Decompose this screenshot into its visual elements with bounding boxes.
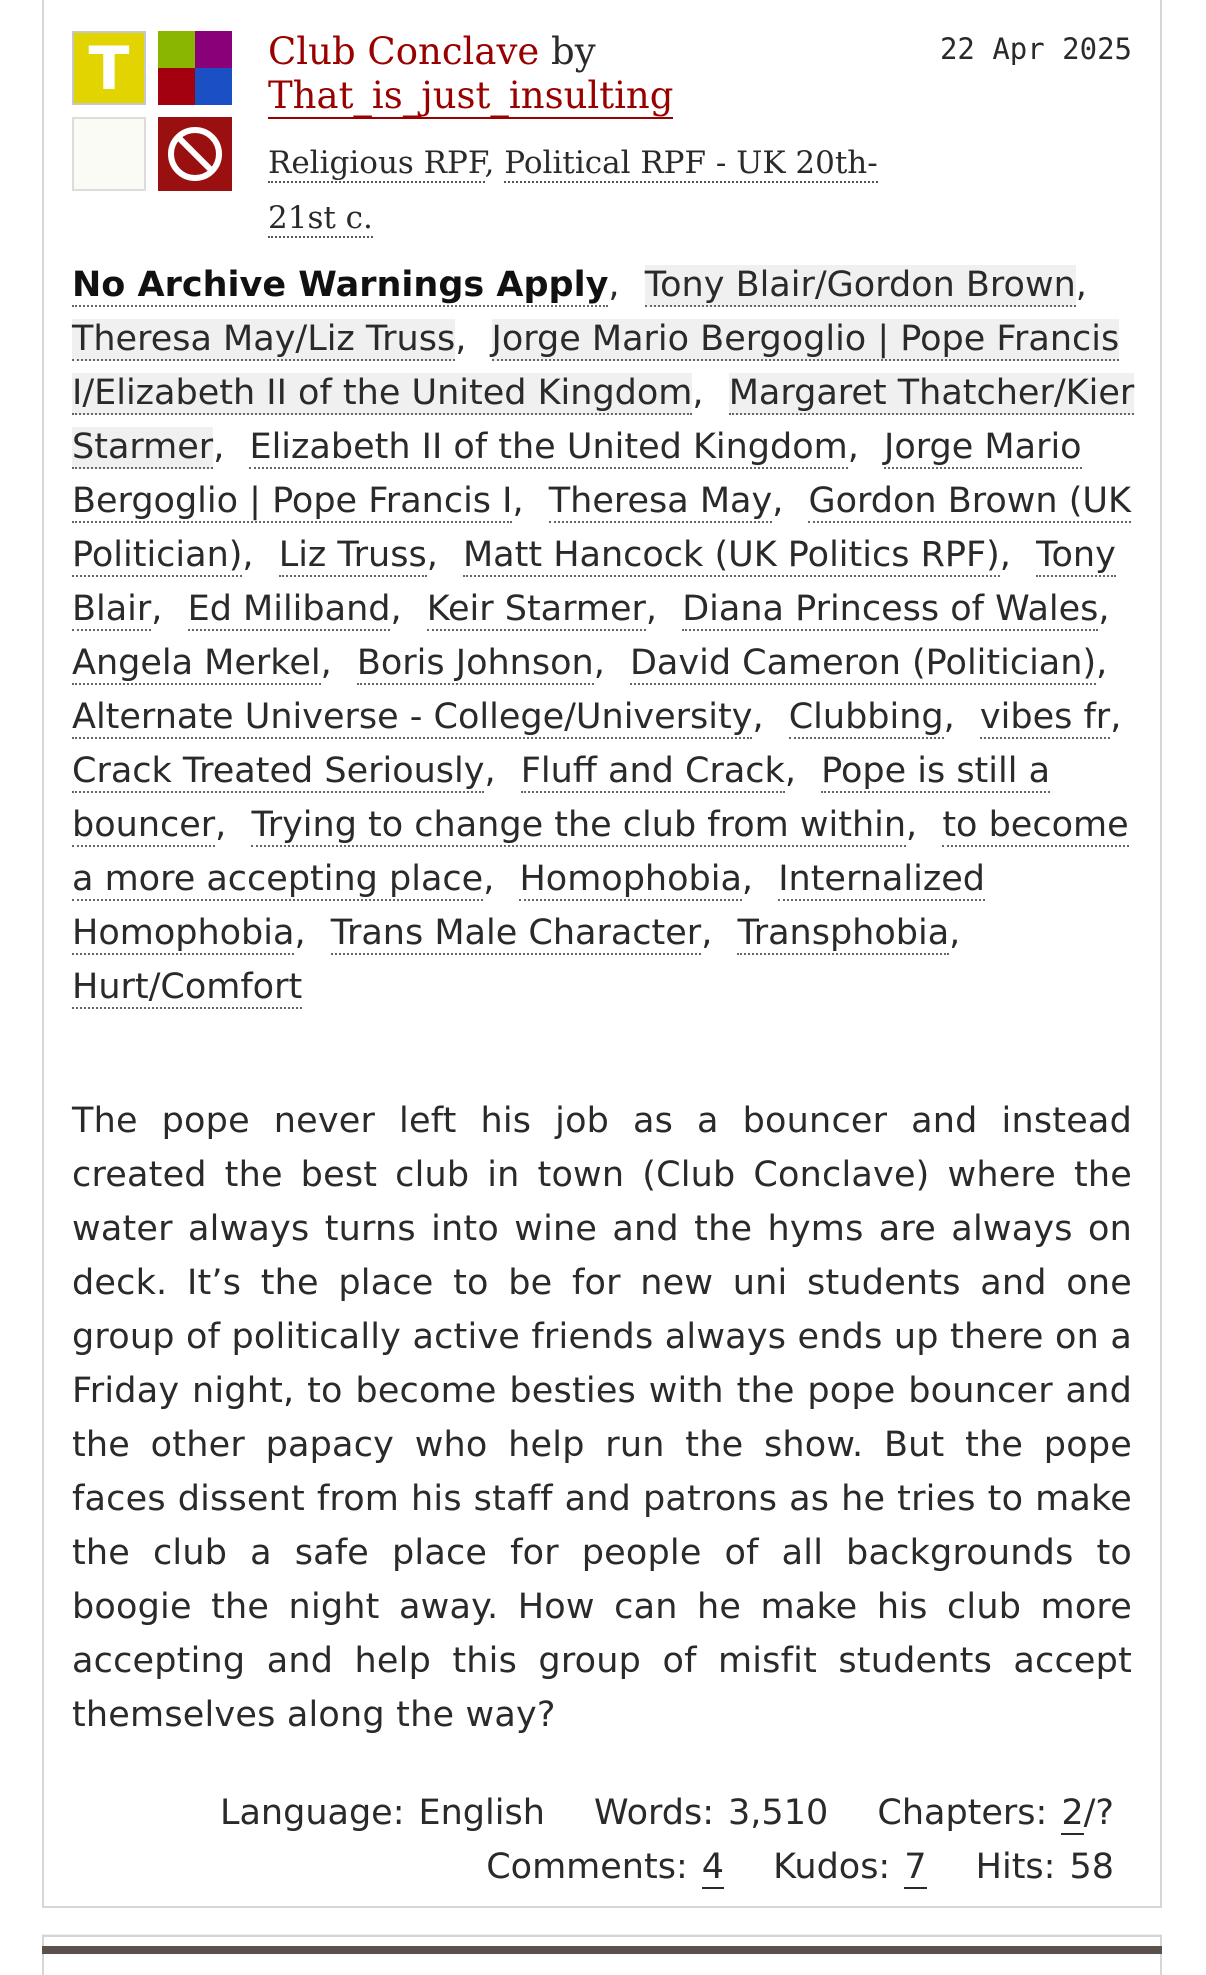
fandom-link[interactable]: Political RPF - UK 20th-21st c. [268,145,878,236]
category-quadrant [195,68,232,105]
stats-row [114,1786,1114,1840]
chapters-label: Chapters: [877,1793,1048,1833]
tag-character[interactable]: Keir Starmer [426,589,646,629]
by-text: by [551,30,596,73]
chapters-total: /? [1083,1793,1114,1833]
tag-freeform[interactable]: Clubbing [788,697,944,737]
tag-freeform[interactable]: Trans Male Character [330,913,702,953]
work-title-link[interactable]: Club Conclave [268,30,540,73]
language-label: Language: [219,1793,405,1833]
category-quadrant [158,68,195,105]
work-summary: The pope never left his job as a bouncer and instead created the best club in town (Club Conclave) where the water always turns into wine and the hyms are always on deck. It’s the place to be for new uni students and one group of politically active friends always ends up there on a Friday night, to become besties with the pope bouncer and the other papacy who help run the show. But the pope faces dissent from his staff and patrons as he tries to make the club a safe place for people of all backgrounds to boogie the night away. How can he make his club more accepting and help this group of misfit students accept themselves along the way? [72,1101,1132,1735]
work-stats [114,1786,1114,1894]
stats-row [114,1840,1114,1894]
category-quadrant [195,31,232,68]
tag-freeform[interactable]: vibes fr [979,697,1111,737]
tag-freeform[interactable]: Alternate Universe - College/University [72,697,753,737]
tag-character[interactable]: Jorge Mario Bergoglio | Pope Francis I [72,427,1082,521]
work-heading [268,30,908,118]
tag-freeform[interactable]: to become a more accepting place [72,805,1129,899]
hits-value: 58 [1069,1847,1114,1887]
footer-strip [42,1946,1162,1954]
teen-rating-icon[interactable] [72,31,146,105]
tag-freeform[interactable]: Internalized Homophobia [72,859,985,953]
tag-freeform[interactable]: Pope is still a bouncer [72,751,1051,845]
category-quadrant [158,31,195,68]
tag-character[interactable]: Theresa May [548,481,773,521]
comments-link[interactable]: 4 [701,1847,725,1887]
fandom-list: Religious RPF, Political RPF - UK 20th-21st c. [268,145,878,236]
tag-character[interactable]: Elizabeth II of the United Kingdom [249,427,848,467]
tag-freeform[interactable]: Crack Treated Seriously [72,751,485,791]
tag-freeform[interactable]: Fluff and Crack [520,751,785,791]
tag-character[interactable]: Angela Merkel [72,643,321,683]
kudos-link[interactable]: 7 [904,1847,927,1887]
prohibited-circle-icon [164,123,226,185]
tag-character[interactable]: Ed Miliband [187,589,391,629]
publish-date: 22 Apr 2025 [939,32,1132,66]
fandom-link[interactable]: Religious RPF [268,145,485,181]
next-work-blurb [42,1935,1162,1975]
kudos-label: Kudos: [773,1847,891,1887]
rating-glyph: T [88,34,130,104]
words-value: 3,510 [728,1793,829,1833]
words-label: Words: [594,1793,715,1833]
tag-freeform[interactable]: Hurt/Comfort [72,967,303,1007]
no-warnings-icon[interactable] [72,117,146,191]
tag-list: No Archive Warnings Apply, Tony Blair/Gordon Brown, Theresa May/Liz Truss, Jorge Mario Bergoglio | Pope Francis I/Elizabeth II of the United Kingdom, Margaret Thatcher/Kier Starmer, Elizabeth II of the United Kingdom, Jorge Mario Bergoglio | Pope Francis I, Theresa May, Gordon Brown (UK Politician), Liz Truss, Matt Hancock (UK Politics RPF), Tony Blair, Ed Miliband, Keir Starmer, Diana Princess of Wales, Angela Merkel, Boris Johnson, David Cameron (Politician), Alternate Universe - College/University, Clubbing, vibes fr, Crack Treated Seriously, Fluff and Crack, Pope is still a bouncer, Trying to change the club from within, to become a more accepting place, Homophobia, Internalized Homophobia, Trans Male Character, Transphobia, Hurt/Comfort [72,265,1135,1007]
author-link[interactable]: That_is_just_insulting [268,74,674,117]
tag-relationship[interactable]: Margaret Thatcher/Kier Starmer [72,373,1135,467]
tag-character[interactable]: Liz Truss [278,535,427,575]
tag-warning[interactable]: No Archive Warnings Apply [72,265,609,305]
hits-label: Hits: [975,1847,1056,1887]
chapters-link[interactable]: 2 [1061,1793,1084,1833]
tag-relationship[interactable]: Jorge Mario Bergoglio | Pope Francis I/Elizabeth II of the United Kingdom [72,319,1120,413]
tag-relationship[interactable]: Tony Blair/Gordon Brown [644,265,1076,305]
multi-category-icon[interactable] [158,31,232,105]
tag-freeform[interactable]: Trying to change the club from within [251,805,907,845]
required-tags [72,31,234,193]
tag-character[interactable]: Tony Blair [72,535,1116,629]
tag-relationship[interactable]: Theresa May/Liz Truss [72,319,456,359]
language-value: English [418,1793,545,1833]
tag-character[interactable]: Matt Hancock (UK Politics RPF) [462,535,1000,575]
work-in-progress-icon[interactable] [158,117,232,191]
comments-label: Comments: [486,1847,688,1887]
tag-character[interactable]: Boris Johnson [356,643,594,683]
tag-character[interactable]: Gordon Brown (UK Politician) [72,481,1131,575]
tag-freeform[interactable]: Homophobia [519,859,742,899]
tag-character[interactable]: David Cameron (Politician) [629,643,1097,683]
tag-character[interactable]: Diana Princess of Wales [682,589,1099,629]
tag-freeform[interactable]: Transphobia [737,913,950,953]
